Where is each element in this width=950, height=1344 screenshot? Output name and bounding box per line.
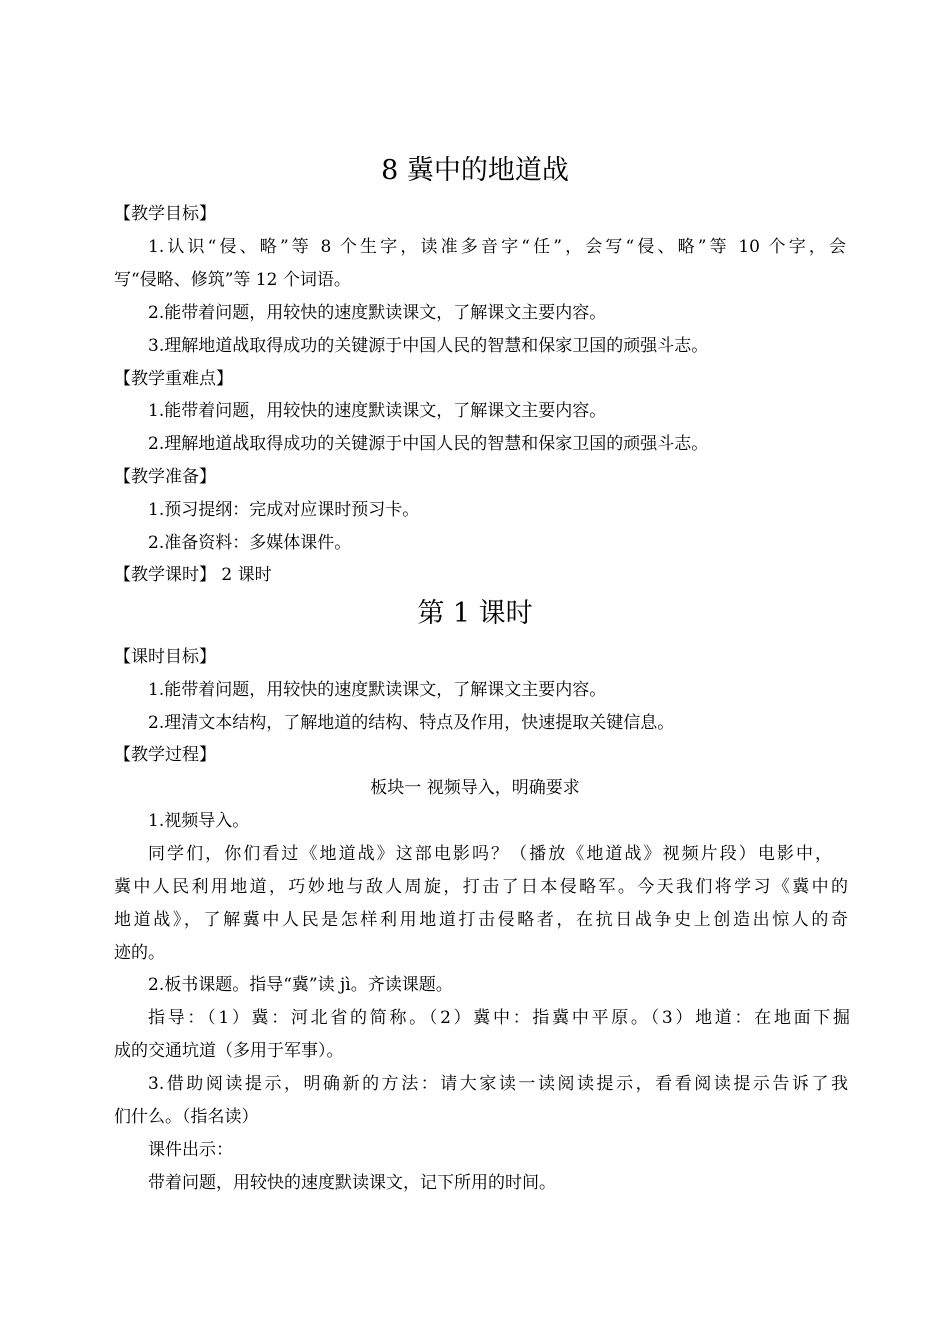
paragraph-line: 们什么。（指名读） xyxy=(114,1107,259,1127)
paragraph-line: 2.板书课题。指导“冀”读 jì。齐读课题。 xyxy=(148,975,453,995)
paragraph-line: 2.理解地道战取得成功的关键源于中国人民的智慧和保家卫国的顽强斗志。 xyxy=(148,434,709,454)
paragraph-line: 成的交通坑道（多用于军事）。 xyxy=(114,1041,344,1061)
paragraph-line: 带着问题，用较快的速度默读课文，记下所用的时间。 xyxy=(148,1173,556,1193)
paragraph-line: 2.能带着问题，用较快的速度默读课文，了解课文主要内容。 xyxy=(148,303,607,323)
paragraph-line: 1.预习提纲：完成对应课时预习卡。 xyxy=(148,500,420,520)
paragraph-line: 3.理解地道战取得成功的关键源于中国人民的智慧和保家卫国的顽强斗志。 xyxy=(148,336,709,356)
paragraph-line: 指导：（1）冀：河北省的简称。（2）冀中：指冀中平原。（3）地道：在地面下掘 xyxy=(148,1008,850,1028)
paragraph-line: 2.理清文本结构，了解地道的结构、特点及作用，快速提取关键信息。 xyxy=(148,713,675,733)
section-heading-class-hours: 【教学课时】 2 课时 xyxy=(114,565,272,585)
paragraph-line: 1.认识“侵、略”等 8 个生字，读准多音字“任”，会写“侵、略”等 10 个字，会 xyxy=(148,237,846,257)
paragraph-line: 1.能带着问题，用较快的速度默读课文，了解课文主要内容。 xyxy=(148,680,607,700)
paragraph-line: 课件出示： xyxy=(148,1140,233,1160)
paragraph-line: 写“侵略、修筑”等 12 个词语。 xyxy=(114,270,351,290)
lesson-title: 第 1 课时 xyxy=(417,598,533,629)
paragraph-line: 1.能带着问题，用较快的速度默读课文，了解课文主要内容。 xyxy=(148,401,607,421)
section-heading-teaching-goals: 【教学目标】 xyxy=(114,204,216,224)
paragraph-line: 地道战》，了解冀中人民是怎样利用地道打击侵略者，在抗日战争史上创造出惊人的奇 xyxy=(114,910,848,930)
section-heading-lesson-goals: 【课时目标】 xyxy=(114,647,216,667)
paragraph-line: 迹的。 xyxy=(114,943,165,963)
block-heading: 板块一 视频导入，明确要求 xyxy=(370,778,580,798)
paragraph-line: 1.视频导入。 xyxy=(148,811,250,831)
section-heading-preparation: 【教学准备】 xyxy=(114,467,216,487)
document-title: 8 冀中的地道战 xyxy=(381,155,569,186)
paragraph-line: 同学们，你们看过《地道战》这部电影吗？（播放《地道战》视频片段）电影中， xyxy=(148,844,832,864)
section-heading-teaching-process: 【教学过程】 xyxy=(114,745,216,765)
paragraph-line: 2.准备资料：多媒体课件。 xyxy=(148,533,352,553)
section-heading-key-points: 【教学重难点】 xyxy=(114,369,233,389)
paragraph-line: 冀中人民利用地道，巧妙地与敌人周旋，打击了日本侵略军。今天我们将学习《冀中的 xyxy=(114,877,848,897)
paragraph-line: 3.借助阅读提示，明确新的方法：请大家读一读阅读提示，看看阅读提示告诉了我 xyxy=(148,1074,848,1094)
